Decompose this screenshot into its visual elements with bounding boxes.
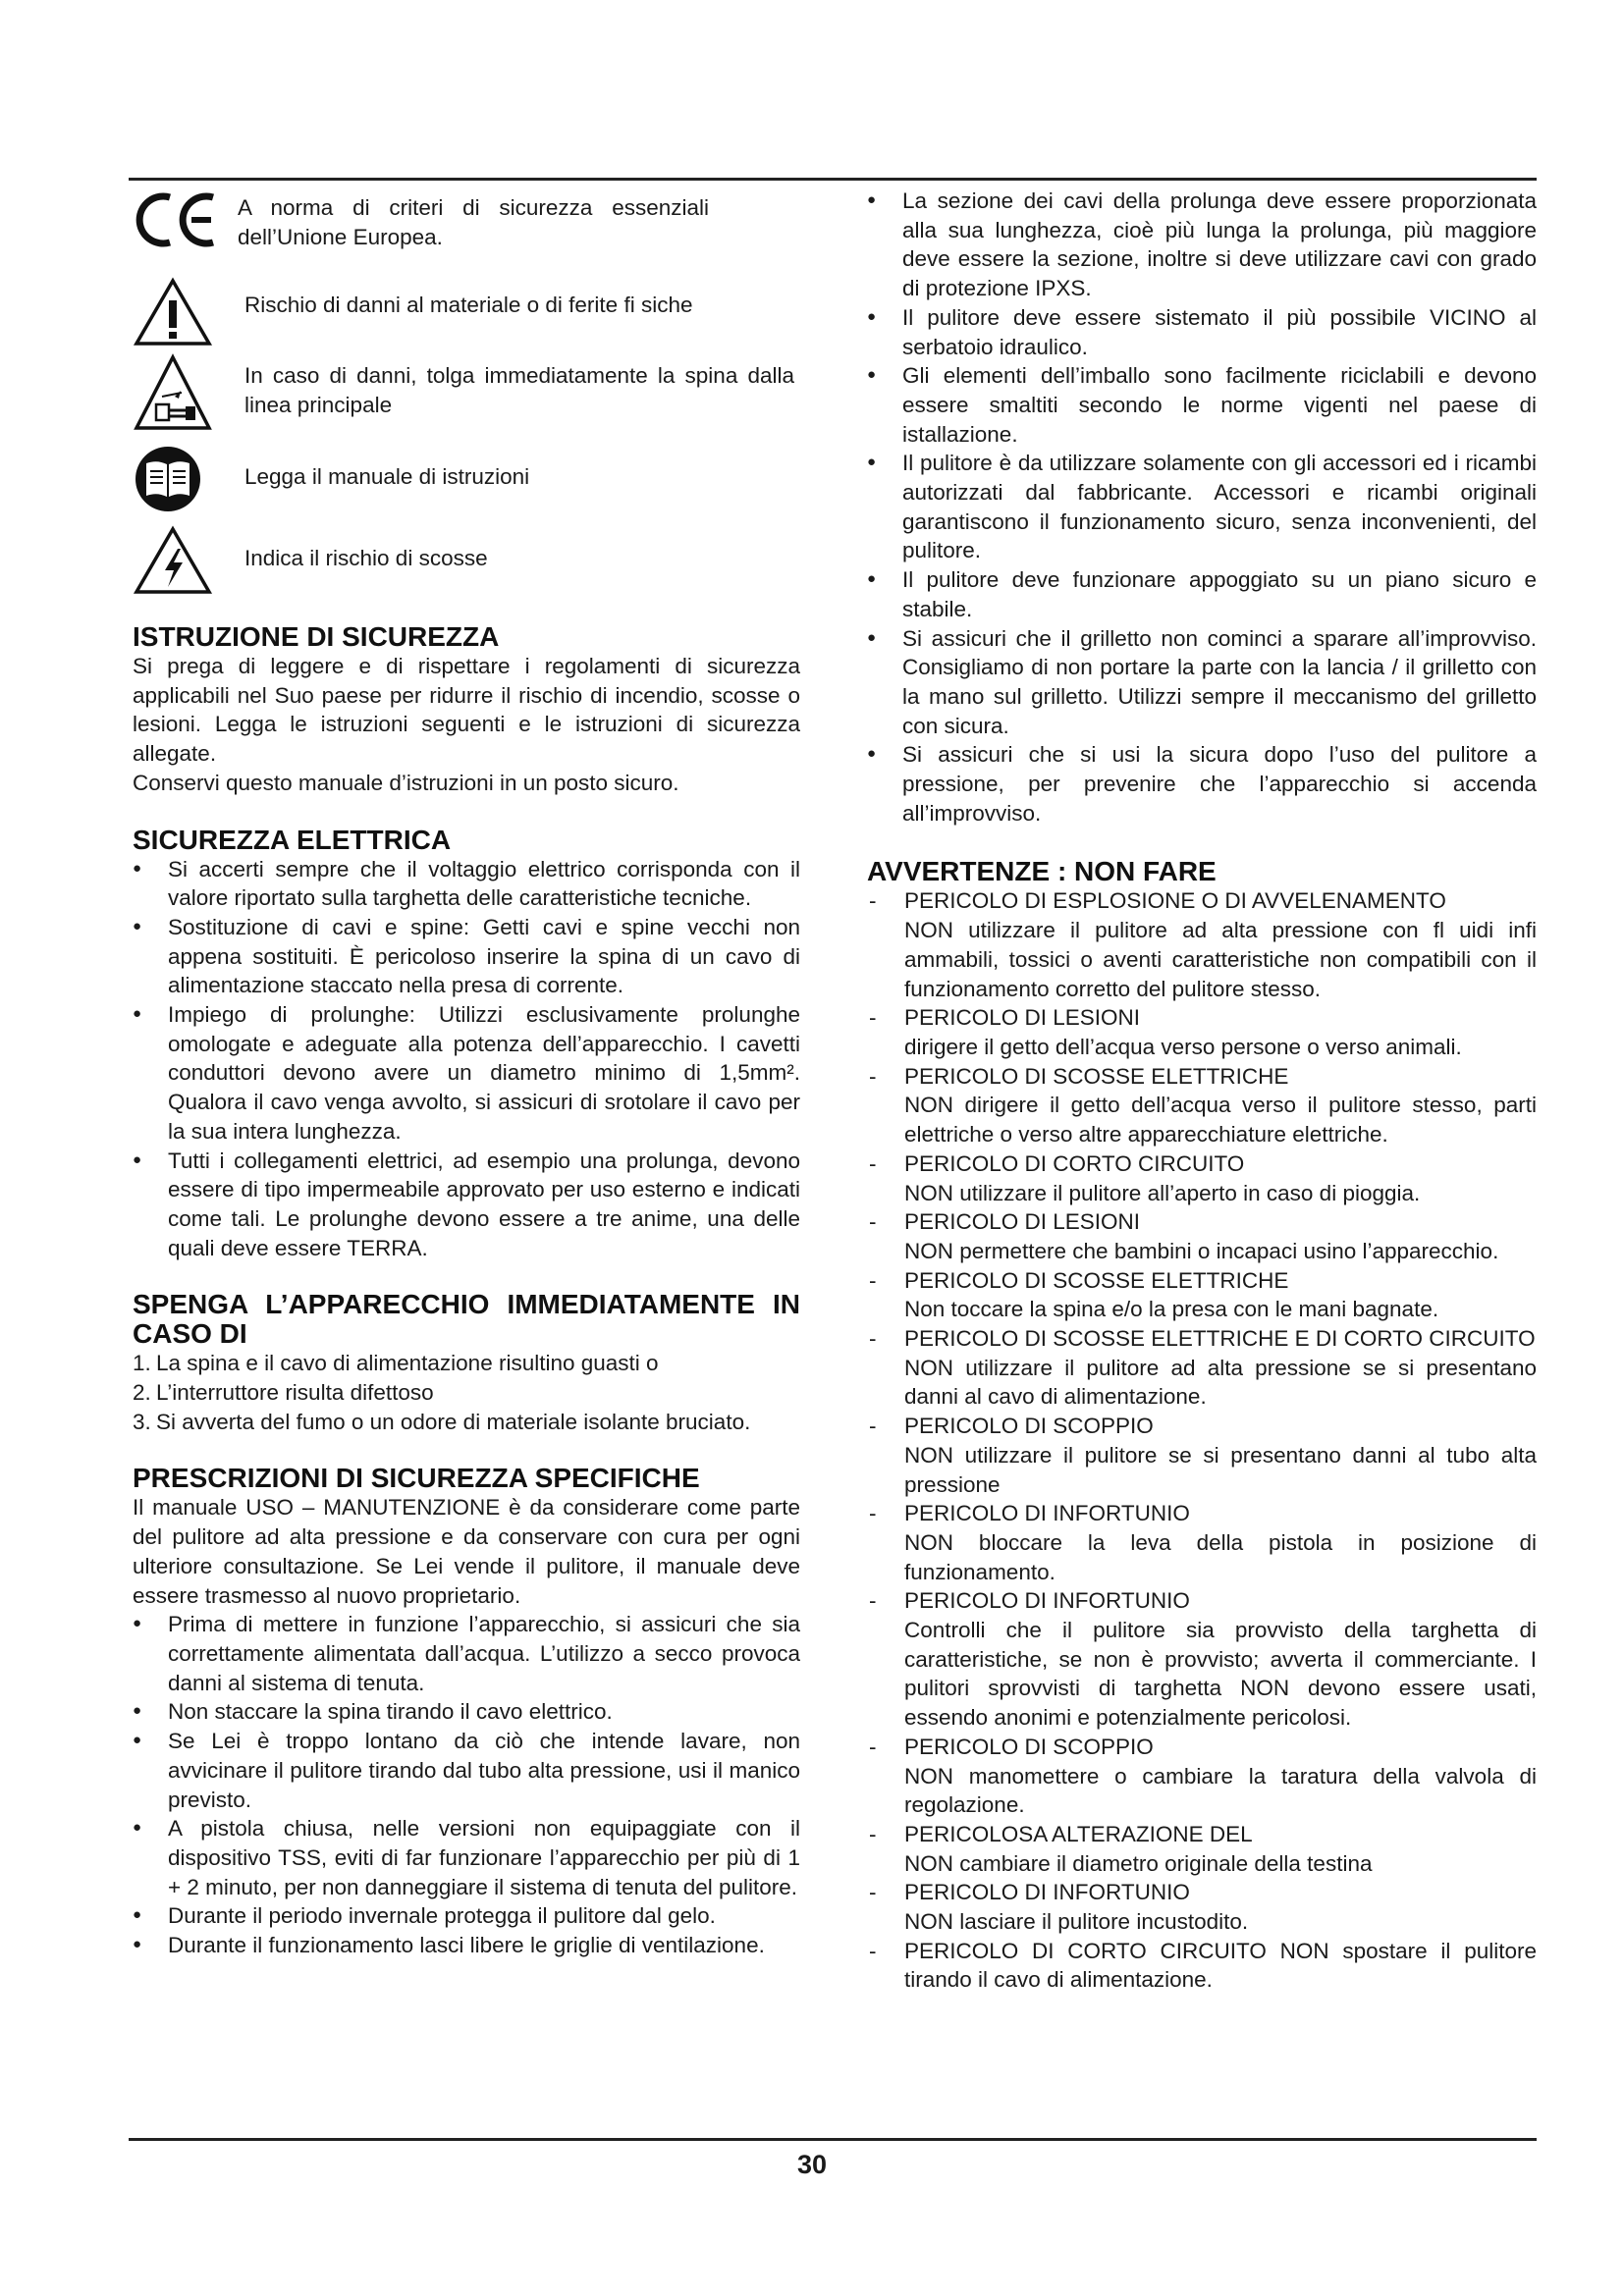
warning-item: - PERICOLO DI CORTO CIRCUITO NON spostare il pulitore tirando il cavo di alimentazione.	[869, 1938, 1537, 1993]
list-item: 2. L’interruttore risulta difettoso	[133, 1380, 434, 1406]
top-rule	[129, 178, 1537, 181]
list-item: ● Impiego di prolunghe: Utilizzi esclusivamente prolunghe omologate e adeguate alla potenza dell’apparecchio. I cavetti conduttori devono avere un diametro minimo di 1,5mm². Qualora il cavo venga avvolto, si assicuri di srotolare il cavo per la sua intera lunghezza.	[133, 1000, 800, 1147]
list-item: ● Durante il periodo invernale protegga il pulitore dal gelo.	[133, 1901, 800, 1931]
paragraph: Si prega di leggere e di rispettare i regolamenti di sicurezza applicabili nel Suo paese per ridurre il rischio di incendio, scosse o lesioni. Legga le istruzioni seguenti e le istruzioni di sicurezza allegate.	[133, 654, 800, 767]
symbol-text: A norma di criteri di sicurezza essenziali dell’Unione Europea.	[238, 195, 709, 249]
symbol-text: Indica il rischio di scosse	[244, 546, 488, 570]
symbol-text: Legga il manuale di istruzioni	[244, 464, 530, 489]
list-item: 1. La spina e il cavo di alimentazione risultino guasti o	[133, 1351, 659, 1376]
list-item: ● Sostituzione di cavi e spine: Getti cavi e spine vecchi non appena sostituiti. È pericoloso inserire la spina di un cavo di alimentazione staccato nella presa di corrente.	[133, 913, 800, 1000]
paragraph: Il manuale USO – MANUTENZIONE è da considerare come parte del pulitore ad alta pressione e da conservare con cura per ogni ulteriore consultazione. Se Lei vende il pulitore, il manuale deve essere trasmesso al nuovo proprietario.	[133, 1495, 800, 1608]
list-item: ● Si assicuri che il grilletto non cominci a sparare all’improvviso. Consigliamo di non portare la parte con la lancia / il grilletto con la mano sul grilletto. Utilizzi sempre il meccanismo del grilletto con sicura.	[867, 624, 1537, 741]
left-column	[133, 187, 800, 1960]
warning-item: - PERICOLO DI SCOSSE ELETTRICHE NON dirigere il getto dell’acqua verso il pulitore stesso, parti elettriche o verso altre apparecchiature elettriche.	[869, 1063, 1537, 1148]
list-item: ● Si accerti sempre che il voltaggio elettrico corrisponda con il valore riportato sulla targhetta delle caratteristiche tecniche.	[133, 855, 800, 913]
list-item: ● Si assicuri che si usi la sicura dopo l’uso del pulitore a pressione, per prevenire che l’apparecchio si accenda all’improvviso.	[867, 740, 1537, 828]
bottom-rule	[129, 2138, 1537, 2141]
warning-item: - PERICOLO DI LESIONI dirigere il getto dell’acqua verso persone o verso animali.	[869, 1005, 1462, 1059]
section-title: SPENGA L’APPARECCHIO IMMEDIATAMENTE IN CASO DI	[133, 1289, 800, 1350]
list-item: ● Se Lei è troppo lontano da ciò che intende lavare, non avvicinare il pulitore tirando dal tubo alta pressione, usi il manico previsto.	[133, 1727, 800, 1814]
read-manual-icon	[133, 444, 203, 522]
section-title: AVVERTENZE : NON FARE	[867, 856, 1217, 887]
warning-item: - PERICOLO DI SCOSSE ELETTRICHE E DI CORTO CIRCUITO NON utilizzare il pulitore ad alta pressione se si presentano danni al cavo di alimentazione.	[869, 1326, 1537, 1410]
section-title: ISTRUZIONE DI SICUREZZA	[133, 621, 500, 652]
warning-triangle-icon	[133, 277, 213, 355]
warning-item: - PERICOLO DI SCOPPIO NON utilizzare il pulitore se si presentano danni al tubo alta pressione	[869, 1414, 1537, 1497]
list-item: ● Il pulitore deve funzionare appoggiato su un piano sicuro e stabile.	[867, 565, 1537, 623]
unplug-warning-icon	[133, 353, 213, 440]
list-item: ● A pistola chiusa, nelle versioni non equipaggiate con il dispositivo TSS, eviti di far funzionare l’apparecchio per più di 1 + 2 minuto, per non danneggiare il sistema di tenuta del pulitore.	[133, 1814, 800, 1901]
symbol-text: Rischio di danni al materiale o di ferite fi siche	[244, 293, 693, 317]
symbol-text: In caso di danni, tolga immediatamente la spina dalla linea principale	[244, 363, 794, 417]
list-item: ● Durante il funzionamento lasci libere le griglie di ventilazione.	[133, 1931, 800, 1960]
list-item: 3. Si avverta del fumo o un odore di materiale isolante bruciato.	[133, 1409, 751, 1434]
warning-item: - PERICOLO DI LESIONI NON permettere che bambini o incapaci usino l’apparecchio.	[869, 1209, 1499, 1263]
warning-item: - PERICOLO DI INFORTUNIO Controlli che il pulitore sia provvisto della targhetta di caratteristiche, se non è provvisto; avverta il commerciante. I pulitori sprovvisti di targhetta NON devono essere usati, essendo anonimi e potenzialmente pericolosi.	[869, 1588, 1537, 1731]
warning-item: - PERICOLO DI SCOPPIO NON manomettere o cambiare la taratura della valvola di regolazione.	[869, 1734, 1537, 1818]
list-item: ● Il pulitore è da utilizzare solamente con gli accessori ed i ricambi autorizzati dal fabbricante. Accessori e ricambi originali garantiscono il funzionamento sicuro, senza inconvenienti, del pulitore.	[867, 449, 1537, 565]
paragraph: Conservi questo manuale d’istruzioni in un posto sicuro.	[133, 770, 679, 795]
warning-item: - PERICOLO DI SCOSSE ELETTRICHE Non toccare la spina e/o la presa con le mani bagnate.	[869, 1267, 1439, 1322]
warning-item: - PERICOLO DI CORTO CIRCUITO NON utilizzare il pulitore all’aperto in caso di pioggia.	[869, 1150, 1421, 1205]
general-safety-list	[867, 187, 1537, 828]
section-prescrizioni	[133, 1464, 800, 1959]
list-item: ● Gli elementi dell’imballo sono facilmente riciclabili e devono essere smaltiti secondo le norme vigenti nel paese di istallazione.	[867, 361, 1537, 449]
section-title: PRESCRIZIONI DI SICUREZZA SPECIFICHE	[133, 1463, 700, 1494]
warning-item: - PERICOLO DI INFORTUNIO NON lasciare il pulitore incustodito.	[869, 1880, 1249, 1935]
list-item: ● La sezione dei cavi della prolunga deve essere proporzionata alla sua lunghezza, cioè più lunga la prolunga, più maggiore deve essere la sezione, inoltre si deve utilizzare cavi con grado di protezione IPXS.	[867, 187, 1537, 303]
section-avvertenze	[867, 857, 1537, 1995]
warnings-list	[867, 886, 1537, 1995]
warning-item: - PERICOLO DI ESPLOSIONE O DI AVVELENAMENTO NON utilizzare il pulitore ad alta pressione con fl uidi infi ammabili, tossici o aventi caratteristiche non compatibili con il funzionamento corretto del pulitore stesso.	[869, 888, 1537, 1001]
list-item: ● Prima di mettere in funzione l’apparecchio, si assicuri che sia correttamente alimentata dall’acqua. L’utilizzo a secco provoca danni al sistema di tenuta.	[133, 1610, 800, 1697]
symbol-legend	[133, 187, 800, 628]
list-item: ● Il pulitore deve essere sistemato il più possibile VICINO al serbatoio idraulico.	[867, 303, 1537, 361]
electric-shock-icon	[133, 525, 213, 604]
section-spenga	[133, 1290, 800, 1436]
page-number: 30	[796, 2150, 828, 2179]
section-istruzione	[133, 622, 800, 798]
right-column	[867, 187, 1537, 1995]
section-title: SICUREZZA ELETTRICA	[133, 824, 452, 855]
warning-item: - PERICOLO DI INFORTUNIO NON bloccare la leva della pistola in posizione di funzionamento.	[869, 1501, 1537, 1584]
list-item: ● Non staccare la spina tirando il cavo elettrico.	[133, 1697, 800, 1727]
list-item: ● Tutti i collegamenti elettrici, ad esempio una prolunga, devono essere di tipo impermeabile approvato per uso esterno e indicati come tali. Le prolunghe devono essere a tre anime, una delle quali deve essere TERRA.	[133, 1147, 800, 1263]
warning-item: - PERICOLOSA ALTERAZIONE DEL NON cambiare il diametro originale della testina	[869, 1821, 1373, 1876]
section-elettrica	[133, 826, 800, 1263]
ce-mark-icon	[133, 191, 221, 256]
